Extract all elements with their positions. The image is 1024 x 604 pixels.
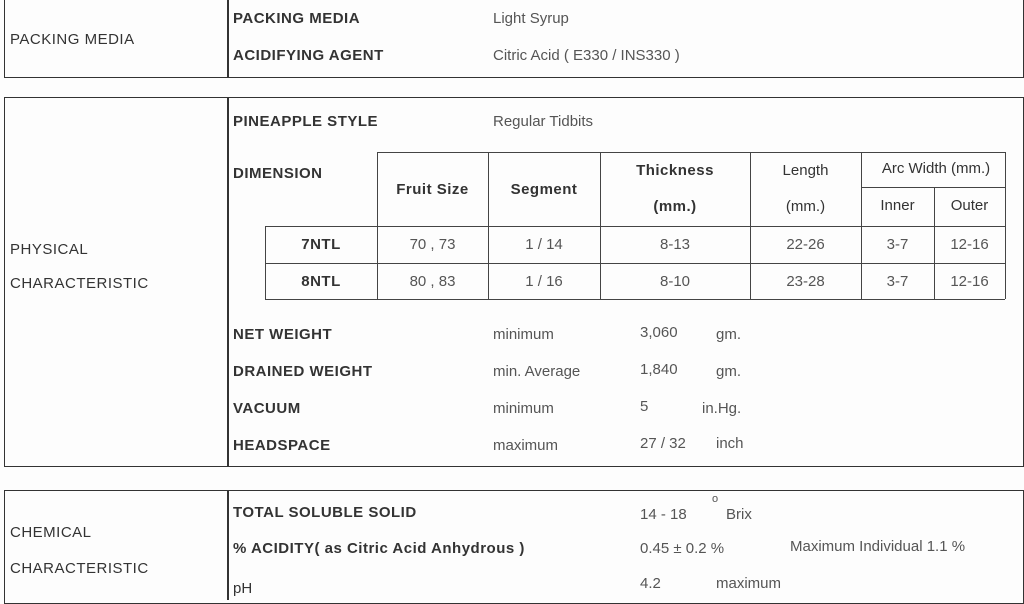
header-thickness: Thickness — [636, 162, 714, 179]
headspace-unit: inch — [716, 435, 744, 452]
drained-weight-qualifier: min. Average — [493, 363, 581, 380]
drained-weight-label: DRAINED WEIGHT — [233, 363, 373, 380]
row-thickness: 8-13 — [659, 236, 691, 253]
acidifying-agent-value: Citric Acid ( E330 / INS330 ) — [493, 47, 680, 64]
row-thickness: 8-10 — [659, 273, 691, 290]
vacuum-unit: in.Hg. — [702, 400, 742, 417]
physical-title-line1: PHYSICAL — [10, 241, 89, 258]
tss-unit: Brix — [726, 506, 752, 523]
chemical-title-line2: CHARACTERISTIC — [10, 560, 149, 577]
net-weight-qualifier: minimum — [493, 326, 554, 343]
row-segment: 1 / 14 — [525, 236, 563, 253]
net-weight-value: 3,060 — [640, 324, 678, 341]
row-fruit-size: 70 , 73 — [409, 236, 456, 253]
drained-weight-unit: gm. — [716, 363, 742, 380]
vacuum-label: VACUUM — [233, 400, 301, 417]
header-inner: Inner — [880, 197, 915, 214]
row-length: 23-28 — [786, 273, 825, 290]
chemical-divider — [227, 490, 229, 600]
drained-weight-value: 1,840 — [640, 361, 678, 378]
header-fruit-size: Fruit Size — [396, 181, 469, 198]
header-length: Length — [782, 162, 829, 179]
dimension-label: DIMENSION — [233, 165, 323, 182]
ph-label: pH — [233, 580, 253, 597]
row-outer: 12-16 — [950, 236, 989, 253]
pineapple-style-value: Regular Tidbits — [493, 113, 594, 130]
tss-label: TOTAL SOLUBLE SOLID — [233, 504, 417, 521]
net-weight-unit: gm. — [716, 326, 742, 343]
row-inner: 3-7 — [886, 236, 909, 253]
acidifying-agent-label: ACIDIFYING AGENT — [233, 47, 384, 64]
tss-degree: o — [712, 493, 719, 505]
header-outer: Outer — [950, 197, 989, 214]
row-segment: 1 / 16 — [525, 273, 563, 290]
ph-value: 4.2 — [640, 575, 661, 592]
net-weight-label: NET WEIGHT — [233, 326, 333, 343]
pineapple-style-label: PINEAPPLE STYLE — [233, 113, 379, 130]
headspace-value: 27 / 32 — [640, 435, 686, 452]
vacuum-value: 5 — [640, 398, 649, 415]
acidity-value: 0.45 ± 0.2 % — [640, 540, 725, 557]
tss-value: 14 - 18 — [640, 506, 687, 523]
packing-section-title: PACKING MEDIA — [10, 31, 135, 48]
packing-media-value: Light Syrup — [493, 10, 569, 27]
row-length: 22-26 — [786, 236, 825, 253]
acidity-label: % ACIDITY( as Citric Acid Anhydrous ) — [233, 540, 525, 557]
physical-divider — [227, 97, 229, 467]
packing-media-label: PACKING MEDIA — [233, 10, 361, 27]
packing-divider — [227, 0, 229, 78]
headspace-label: HEADSPACE — [233, 437, 331, 454]
acidity-note: Maximum Individual 1.1 % — [790, 538, 966, 555]
row-inner: 3-7 — [886, 273, 909, 290]
headspace-qualifier: maximum — [493, 437, 559, 454]
row-outer: 12-16 — [950, 273, 989, 290]
physical-title-line2: CHARACTERISTIC — [10, 275, 149, 292]
header-length-unit: (mm.) — [785, 198, 826, 215]
header-thickness-unit: (mm.) — [653, 198, 697, 215]
ph-note: maximum — [716, 575, 782, 592]
row-code: 7NTL — [301, 236, 341, 253]
vacuum-qualifier: minimum — [493, 400, 554, 417]
header-arc-width: Arc Width (mm.) — [881, 160, 991, 177]
chemical-title-line1: CHEMICAL — [10, 524, 92, 541]
header-segment: Segment — [510, 181, 578, 198]
row-code: 8NTL — [301, 273, 341, 290]
row-fruit-size: 80 , 83 — [409, 273, 456, 290]
